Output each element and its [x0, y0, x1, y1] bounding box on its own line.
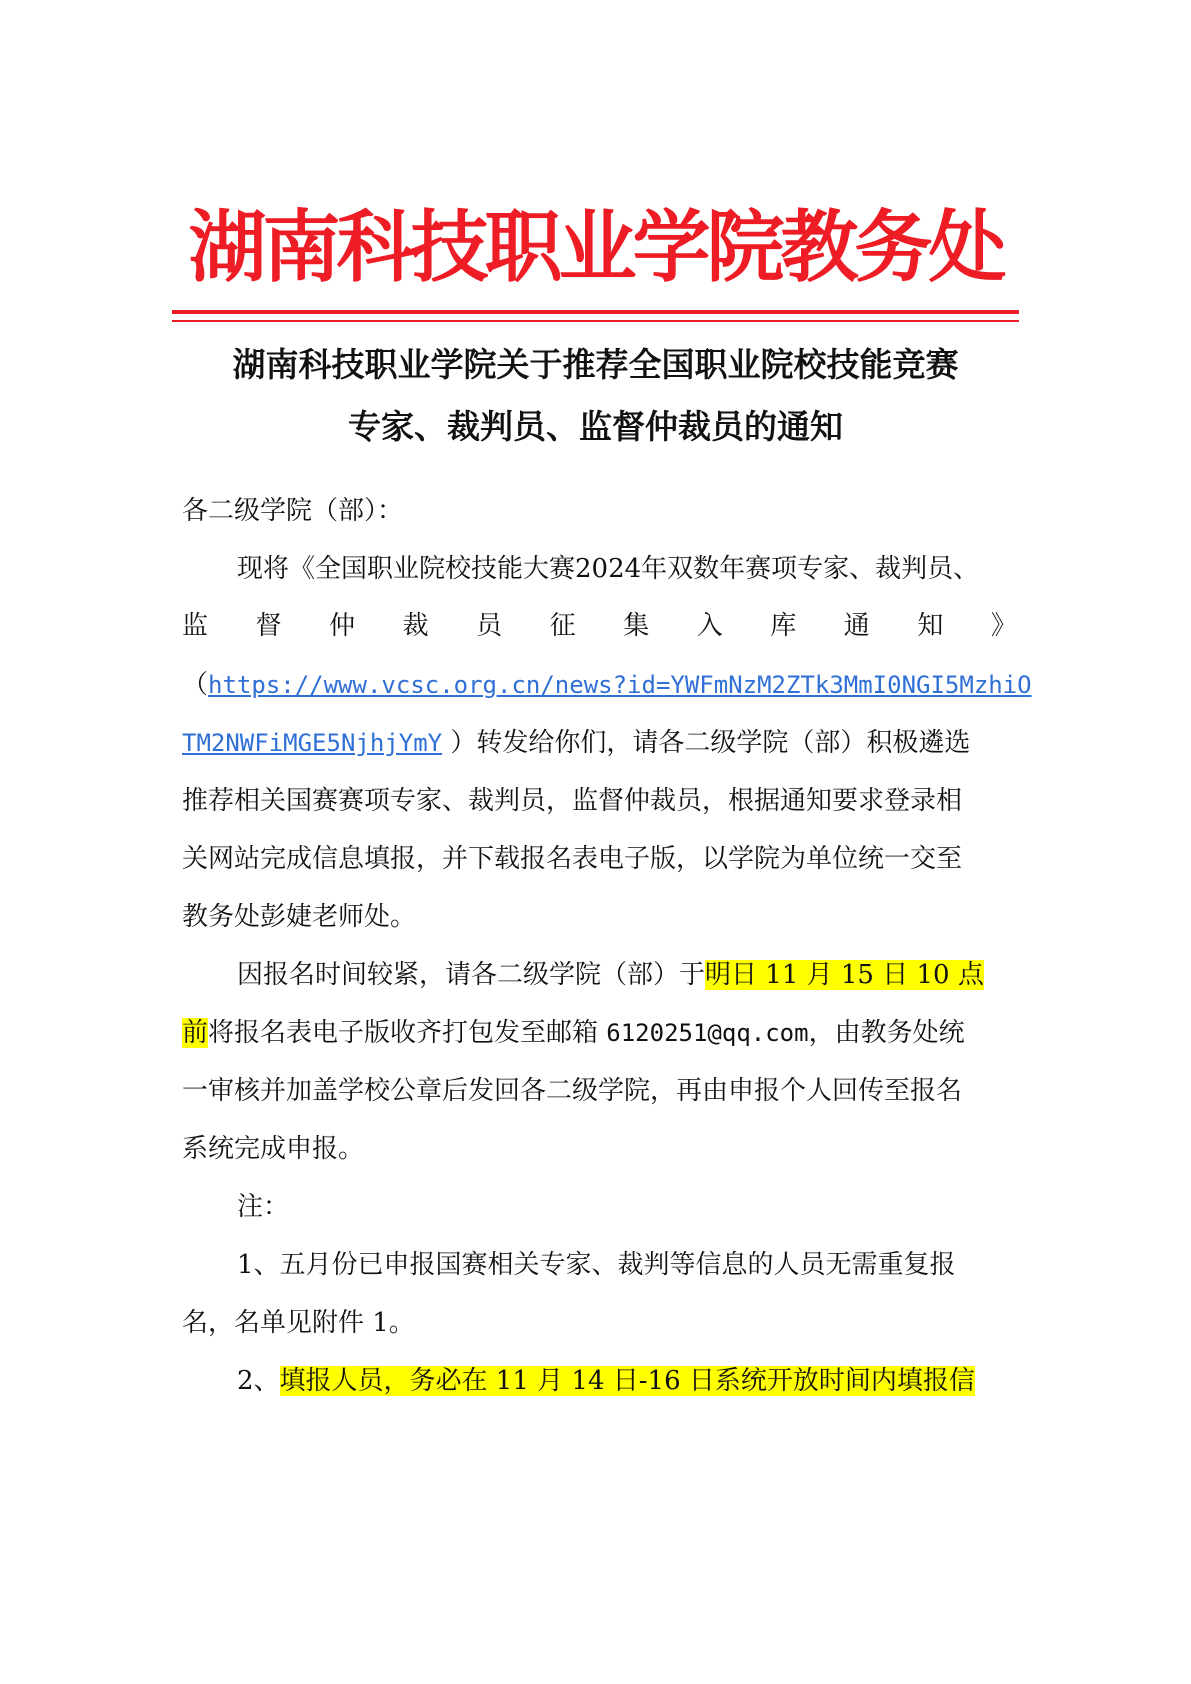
p1-line-4-text: ）转发给你们，请各二级学院（部）积极遴选 — [442, 728, 971, 758]
char: 通 — [843, 611, 870, 641]
p1-line-3 — [182, 665, 1032, 705]
note-1-line-2: 名，名单见附件 1。 — [182, 1308, 415, 1338]
char: 监 — [182, 611, 209, 641]
note-1-line-1: 1、五月份已申报国赛相关专家、裁判等信息的人员无需重复报 — [237, 1250, 956, 1280]
char: 知 — [917, 611, 944, 641]
notice-link[interactable]: https://www.vcsc.org.cn/news?id=YWFmNzM2ZTk3MmI0NGI5MzhiO — [208, 671, 1032, 699]
char: 》 — [990, 611, 1017, 641]
submission-email: 6120251@qq.com — [606, 1019, 809, 1047]
note-2-highlight: 填报人员，务必在 11 月 14 日-16 日系统开放时间内填报信 — [279, 1366, 975, 1396]
char: 裁 — [402, 611, 429, 641]
p2-line-2-text-b: ，由教务处统 — [808, 1018, 965, 1048]
p2-line-1-text: 因报名时间较紧，请各二级学院（部）于 — [237, 960, 706, 990]
char: 征 — [549, 611, 576, 641]
char: 库 — [770, 611, 797, 641]
p1-line-6: 关网站完成信息填报，并下载报名表电子版，以学院为单位统一交至 — [182, 844, 963, 874]
p1-line-5: 推荐相关国赛赛项专家、裁判员，监督仲裁员，根据通知要求登录相 — [182, 786, 963, 816]
char: 仲 — [329, 611, 356, 641]
p1-line-2 — [182, 606, 1017, 646]
deadline-highlight: 明日 11 月 15 日 10 点 — [705, 960, 984, 990]
p2-line-3: 一审核并加盖学校公章后发回各二级学院，再由申报个人回传至报名 — [182, 1076, 963, 1106]
p1-line-1: 现将《全国职业院校技能大赛2024年双数年赛项专家、裁判员、 — [237, 554, 980, 584]
open-paren: （ — [182, 670, 209, 700]
p2-line-4: 系统完成申报。 — [182, 1134, 365, 1164]
note-2-number: 2、 — [237, 1366, 280, 1396]
char: 集 — [623, 611, 650, 641]
note-label: 注： — [237, 1192, 290, 1222]
char: 员 — [476, 611, 503, 641]
masthead-divider-thick — [172, 310, 1019, 314]
p1-line-4 — [182, 723, 1017, 763]
salutation: 各二级学院（部）： — [182, 496, 404, 526]
document-title-line-2: 专家、裁判员、监督仲裁员的通知 — [348, 407, 843, 446]
p2-line-2 — [182, 1013, 1017, 1053]
p2-line-2-text-a: 将报名表电子版收齐打包发至邮箱 — [208, 1018, 607, 1048]
masthead-divider-thin — [172, 320, 1019, 322]
note-2-line-1 — [182, 1361, 1017, 1401]
char: 入 — [696, 611, 723, 641]
p1-line-7: 教务处彭婕老师处。 — [182, 902, 417, 932]
issuer-masthead: 湖南科技职业学院教务处 — [188, 202, 1003, 293]
p2-line-1 — [182, 955, 1017, 995]
deadline-highlight-end: 前 — [182, 1018, 209, 1048]
document-title-line-1: 湖南科技职业学院关于推荐全国职业院校技能竞赛 — [232, 345, 959, 384]
notice-link-continued[interactable]: TM2NWFiMGE5NjhjYmY — [182, 729, 443, 757]
char: 督 — [255, 611, 282, 641]
